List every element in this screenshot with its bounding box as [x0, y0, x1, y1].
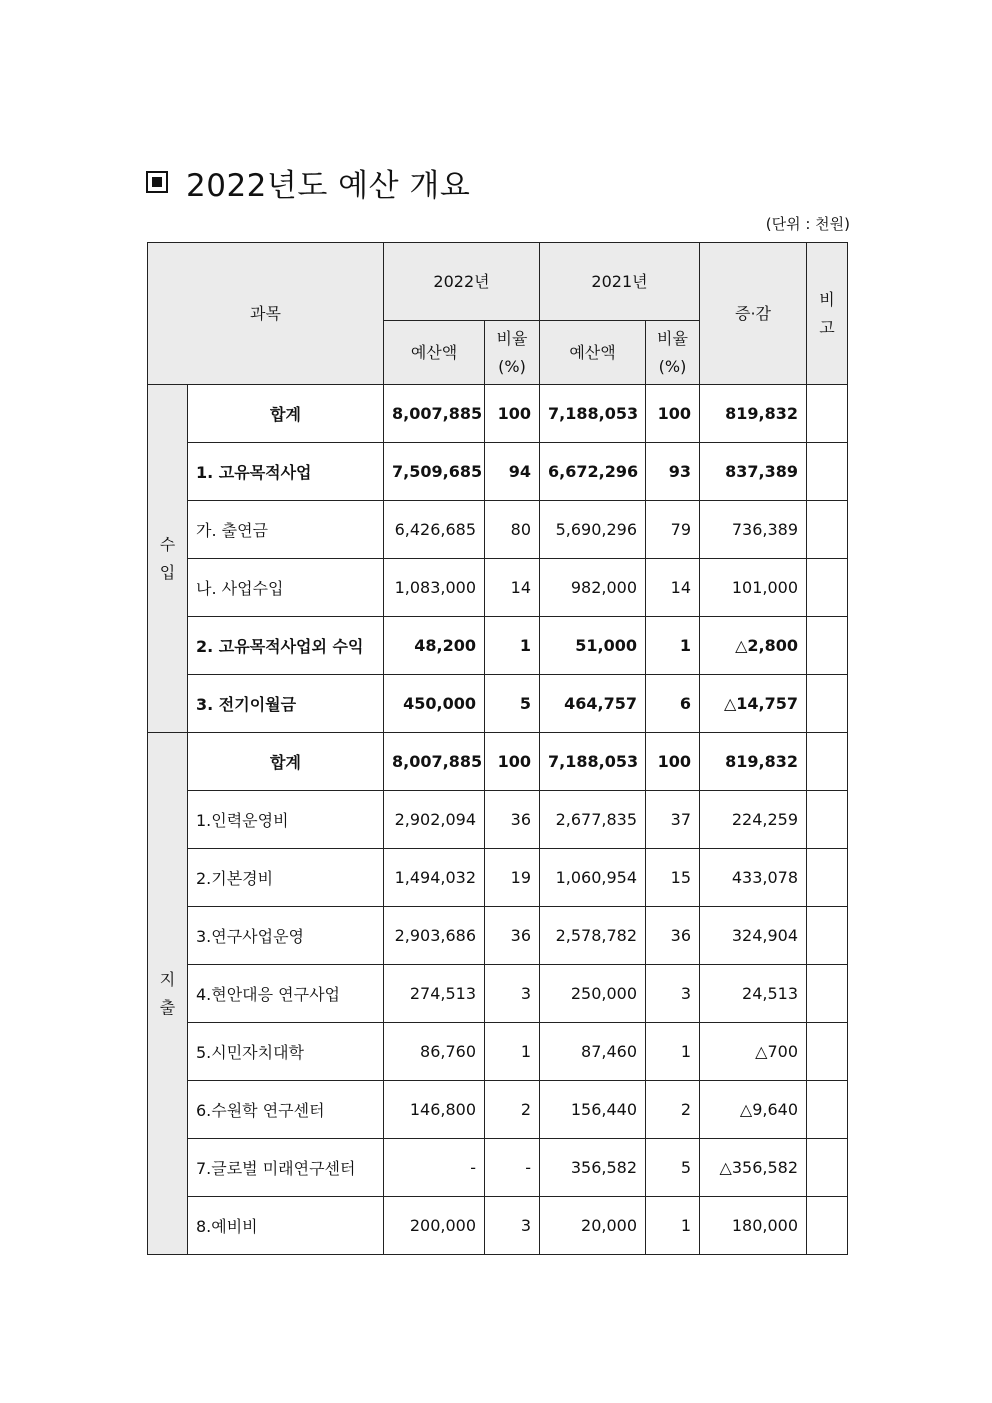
row-name: 5.시민자치대학 [188, 1023, 384, 1081]
change-value: 819,832 [700, 733, 807, 791]
change-value: △356,582 [700, 1139, 807, 1197]
remark-cell [807, 791, 848, 849]
ratio-2022: 1 [485, 1023, 540, 1081]
ratio-2021: 37 [646, 791, 700, 849]
row-name: 2. 고유목적사업외 수익 [188, 617, 384, 675]
row-name: 8.예비비 [188, 1197, 384, 1255]
remark-cell [807, 849, 848, 907]
change-value: △700 [700, 1023, 807, 1081]
budget-2022: - [384, 1139, 485, 1197]
row-name: 1. 고유목적사업 [188, 443, 384, 501]
change-value: 180,000 [700, 1197, 807, 1255]
budget-2022: 2,903,686 [384, 907, 485, 965]
page-title-block [146, 160, 470, 204]
header-remark: 비고 [807, 243, 848, 385]
page-title: 2022년도 예산 개요 [186, 167, 471, 204]
budget-2021: 2,578,782 [540, 907, 646, 965]
ratio-2022: 94 [485, 443, 540, 501]
budget-2021: 156,440 [540, 1081, 646, 1139]
remark-cell [807, 675, 848, 733]
row-name: 합계 [188, 733, 384, 791]
ratio-2021: 3 [646, 965, 700, 1023]
budget-2022: 8,007,885 [384, 733, 485, 791]
budget-2022: 6,426,685 [384, 501, 485, 559]
remark-cell [807, 617, 848, 675]
budget-2021: 982,000 [540, 559, 646, 617]
header-budget-2021: 예산액 [540, 321, 646, 385]
ratio-2022: 36 [485, 791, 540, 849]
ratio-2022: 1 [485, 617, 540, 675]
ratio-2021: 1 [646, 617, 700, 675]
ratio-2021: 1 [646, 1197, 700, 1255]
table-row [148, 385, 848, 443]
ratio-2022: 80 [485, 501, 540, 559]
table-row [148, 965, 848, 1023]
budget-2021: 356,582 [540, 1139, 646, 1197]
ratio-2022: 36 [485, 907, 540, 965]
budget-2022: 86,760 [384, 1023, 485, 1081]
table-row [148, 1139, 848, 1197]
remark-cell [807, 559, 848, 617]
budget-2021: 20,000 [540, 1197, 646, 1255]
table-body [148, 385, 848, 1255]
table-row [148, 733, 848, 791]
ratio-2021: 36 [646, 907, 700, 965]
budget-2021: 7,188,053 [540, 385, 646, 443]
ratio-2022: 14 [485, 559, 540, 617]
remark-cell [807, 907, 848, 965]
row-name: 4.현안대응 연구사업 [188, 965, 384, 1023]
budget-2021: 5,690,296 [540, 501, 646, 559]
table-row [148, 849, 848, 907]
change-value: 24,513 [700, 965, 807, 1023]
change-value: 837,389 [700, 443, 807, 501]
remark-cell [807, 965, 848, 1023]
table-row [148, 1081, 848, 1139]
budget-2022: 7,509,685 [384, 443, 485, 501]
remark-cell [807, 385, 848, 443]
ratio-2022: 100 [485, 385, 540, 443]
header-budget-2022: 예산액 [384, 321, 485, 385]
row-name: 1.인력운영비 [188, 791, 384, 849]
change-value: 736,389 [700, 501, 807, 559]
budget-2022: 1,083,000 [384, 559, 485, 617]
table-row [148, 1197, 848, 1255]
ratio-2021: 93 [646, 443, 700, 501]
budget-2021: 250,000 [540, 965, 646, 1023]
ratio-2022: 5 [485, 675, 540, 733]
change-value: 224,259 [700, 791, 807, 849]
row-name: 나. 사업수입 [188, 559, 384, 617]
ratio-2021: 2 [646, 1081, 700, 1139]
table-row [148, 907, 848, 965]
remark-cell [807, 1139, 848, 1197]
budget-2022: 8,007,885 [384, 385, 485, 443]
ratio-2022: 2 [485, 1081, 540, 1139]
budget-table [147, 242, 848, 1255]
square-bullet-icon [146, 171, 168, 193]
row-name: 합계 [188, 385, 384, 443]
row-name: 가. 출연금 [188, 501, 384, 559]
remark-cell [807, 1081, 848, 1139]
budget-2022: 200,000 [384, 1197, 485, 1255]
header-year-2022: 2022년 [384, 243, 540, 321]
ratio-2021: 100 [646, 733, 700, 791]
table-row [148, 443, 848, 501]
table-row [148, 559, 848, 617]
ratio-2022: 100 [485, 733, 540, 791]
table-row [148, 1023, 848, 1081]
ratio-2022: 3 [485, 1197, 540, 1255]
header-subject: 과목 [148, 243, 384, 385]
budget-2021: 6,672,296 [540, 443, 646, 501]
budget-2022: 48,200 [384, 617, 485, 675]
ratio-2022: 19 [485, 849, 540, 907]
ratio-2022: - [485, 1139, 540, 1197]
ratio-2021: 5 [646, 1139, 700, 1197]
budget-2021: 1,060,954 [540, 849, 646, 907]
change-value: △2,800 [700, 617, 807, 675]
ratio-2021: 100 [646, 385, 700, 443]
change-value: 324,904 [700, 907, 807, 965]
change-value: △9,640 [700, 1081, 807, 1139]
unit-note: (단위 : 천원) [765, 215, 850, 233]
remark-cell [807, 1197, 848, 1255]
table-header [148, 243, 848, 385]
table-row [148, 675, 848, 733]
ratio-2022: 3 [485, 965, 540, 1023]
remark-cell [807, 733, 848, 791]
row-name: 2.기본경비 [188, 849, 384, 907]
table-row [148, 791, 848, 849]
row-name: 7.글로벌 미래연구센터 [188, 1139, 384, 1197]
budget-2021: 464,757 [540, 675, 646, 733]
remark-cell [807, 501, 848, 559]
budget-2022: 2,902,094 [384, 791, 485, 849]
remark-cell [807, 443, 848, 501]
change-value: △14,757 [700, 675, 807, 733]
expense-section-label: 지출 [148, 733, 188, 1255]
ratio-2021: 15 [646, 849, 700, 907]
remark-cell [807, 1023, 848, 1081]
ratio-2021: 79 [646, 501, 700, 559]
header-change: 증·감 [700, 243, 807, 385]
budget-2022: 274,513 [384, 965, 485, 1023]
budget-2021: 51,000 [540, 617, 646, 675]
table-row [148, 617, 848, 675]
header-year-2021: 2021년 [540, 243, 700, 321]
income-section-label: 수입 [148, 385, 188, 733]
budget-2022: 1,494,032 [384, 849, 485, 907]
ratio-2021: 6 [646, 675, 700, 733]
budget-2022: 146,800 [384, 1081, 485, 1139]
budget-2022: 450,000 [384, 675, 485, 733]
ratio-2021: 14 [646, 559, 700, 617]
ratio-2021: 1 [646, 1023, 700, 1081]
change-value: 101,000 [700, 559, 807, 617]
header-ratio-2022: 비율(%) [485, 321, 540, 385]
row-name: 3.연구사업운영 [188, 907, 384, 965]
row-name: 3. 전기이월금 [188, 675, 384, 733]
change-value: 433,078 [700, 849, 807, 907]
row-name: 6.수원학 연구센터 [188, 1081, 384, 1139]
header-ratio-2021: 비율(%) [646, 321, 700, 385]
change-value: 819,832 [700, 385, 807, 443]
budget-2021: 87,460 [540, 1023, 646, 1081]
table-row [148, 501, 848, 559]
budget-2021: 2,677,835 [540, 791, 646, 849]
budget-2021: 7,188,053 [540, 733, 646, 791]
